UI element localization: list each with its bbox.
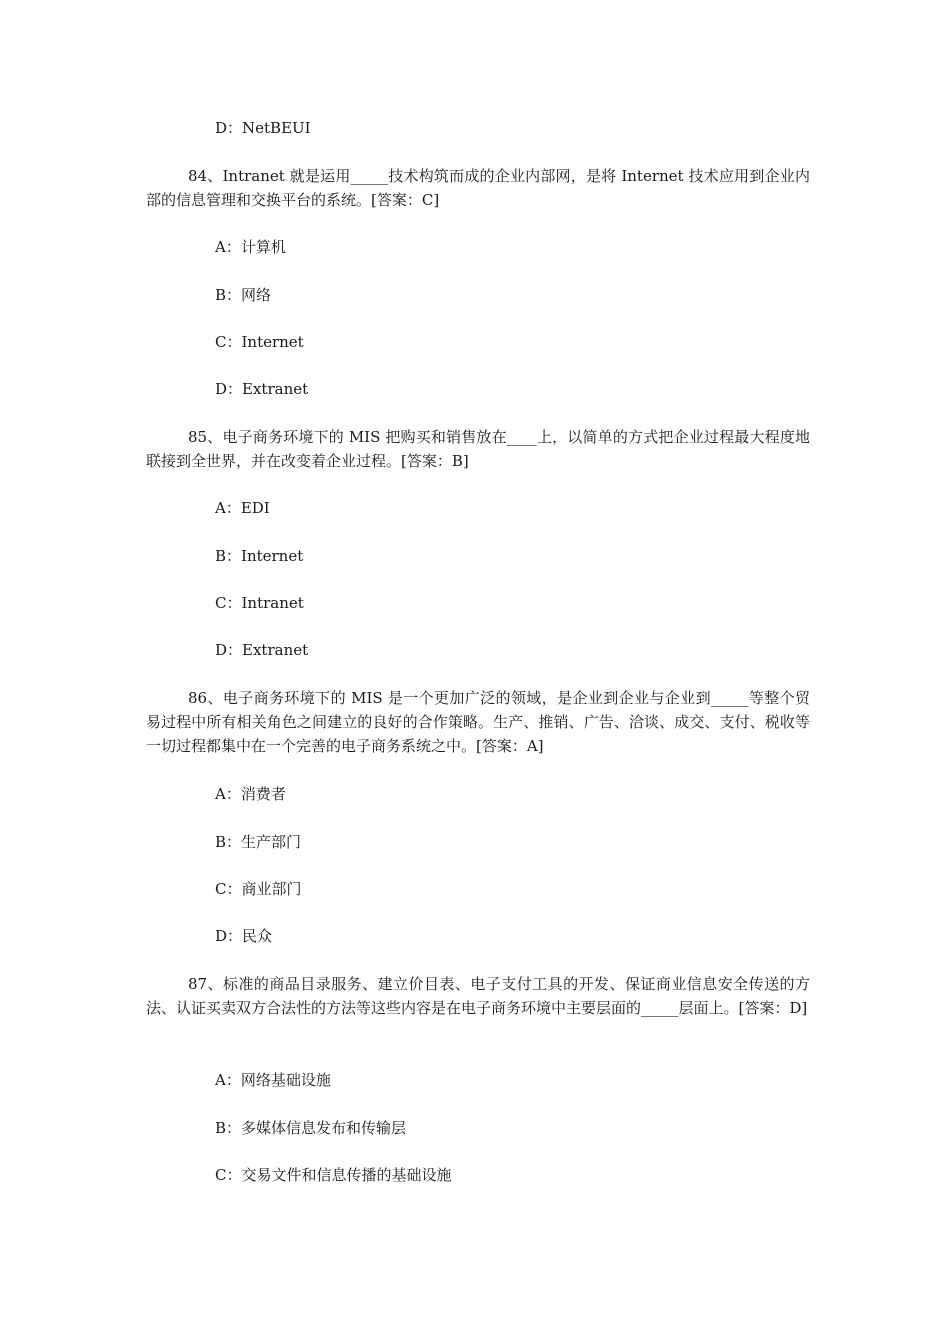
question-84: 84、Intranet 就是运用_____技术构筑而成的企业内部网，是将 Internet 技术应用到企业内部的信息管理和交换平台的系统。[答案：C] [146,167,810,209]
option-a-q84: A：计算机 [215,238,286,256]
option-a-q86: A：消费者 [215,785,286,803]
question-86: 86、电子商务环境下的 MIS 是一个更加广泛的领域，是企业到企业与企业到_____等整个贸易过程中所有相关角色之间建立的良好的合作策略。生产、推销、广告、洽谈、成交、支付、税收等一切过程都集中在一个完善的电子商务系统之中。[答案：A] [146,689,810,755]
option-c-q87: C：交易文件和信息传播的基础设施 [215,1166,452,1184]
option-d-q85: D：Extranet [215,641,309,659]
option-c-q86: C：商业部门 [215,880,302,898]
option-a-q87: A：网络基础设施 [215,1071,331,1089]
option-b-q85: B：Internet [215,547,304,565]
option-d-q83: D：NetBEUI [215,119,311,137]
option-b-q84: B：网络 [215,286,272,304]
option-c-q85: C：Intranet [215,594,304,612]
option-a-q85: A：EDI [215,499,270,517]
option-d-q86: D：民众 [215,927,273,945]
question-85: 85、电子商务环境下的 MIS 把购买和销售放在____上，以简单的方式把企业过程最大程度地联接到全世界，并在改变着企业过程。[答案：B] [146,428,810,470]
option-d-q84: D：Extranet [215,380,309,398]
option-c-q84: C：Internet [215,333,304,351]
option-b-q87: B：多媒体信息发布和传输层 [215,1119,407,1137]
question-87: 87、标准的商品目录服务、建立价目表、电子支付工具的开发、保证商业信息安全传送的方法、认证买卖双方合法性的方法等这些内容是在电子商务环境中主要层面的_____层面上。[答案：D] [146,975,810,1017]
option-b-q86: B：生产部门 [215,833,302,851]
